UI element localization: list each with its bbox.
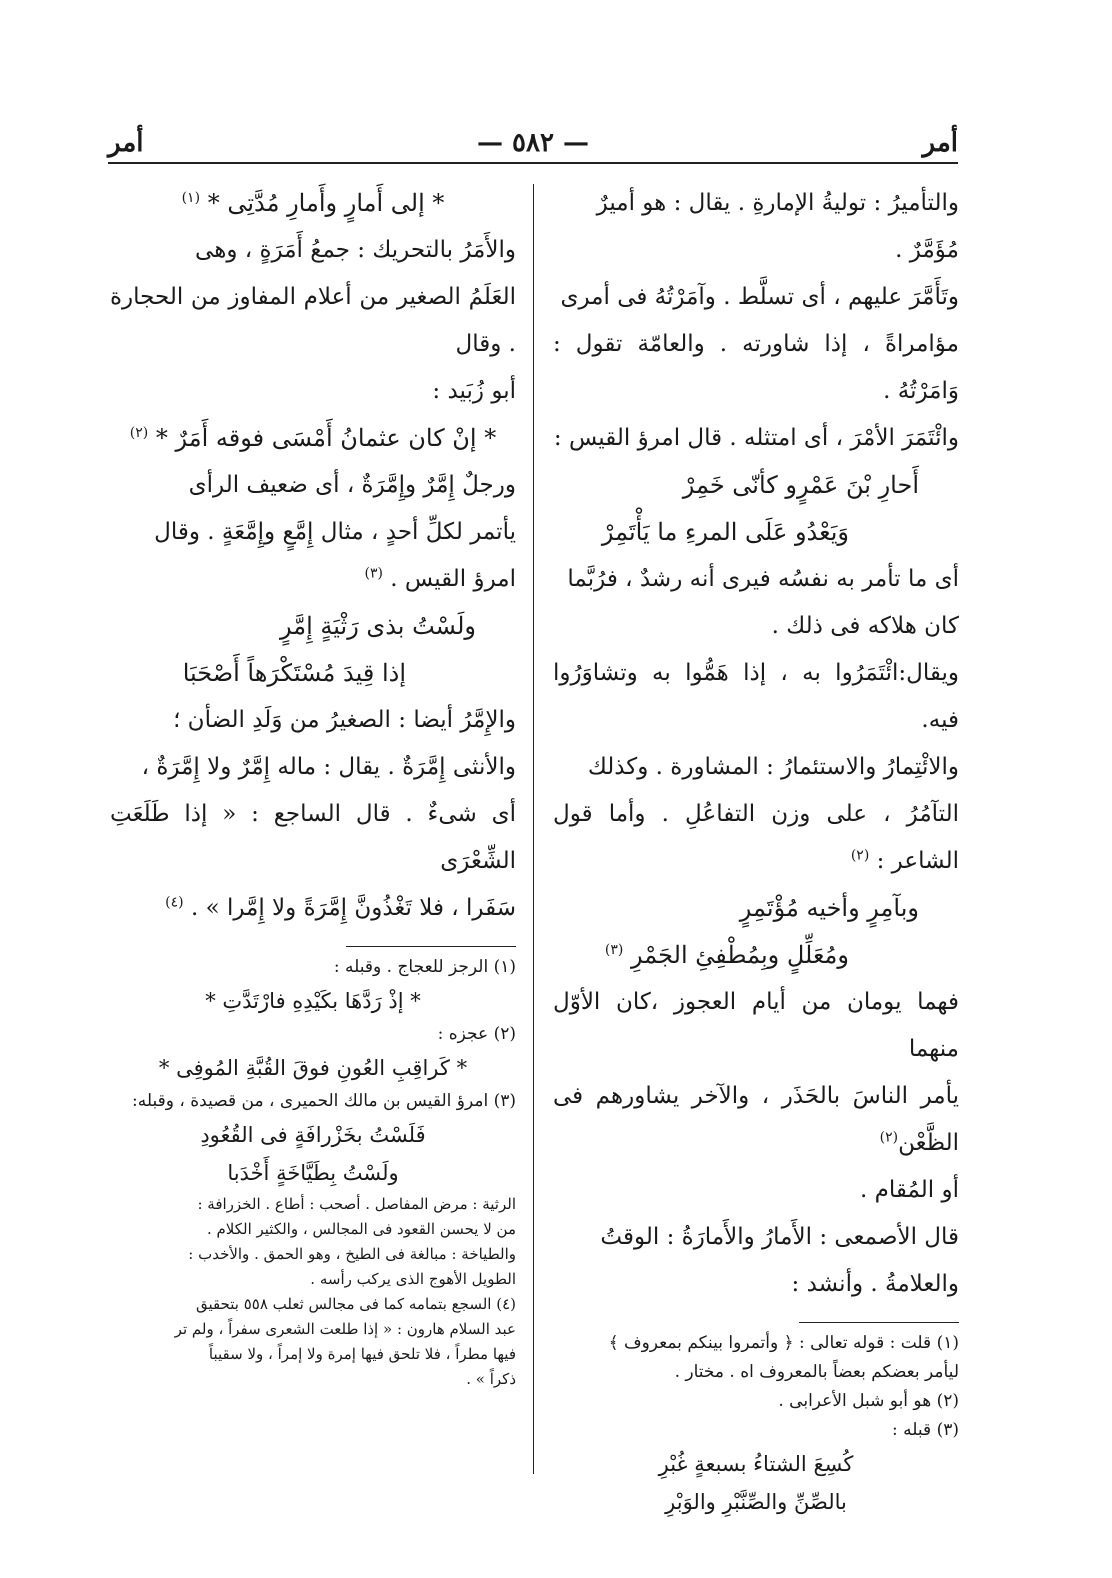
text-line: وتَأَمَّرَ عليهم ، أى تسلَّط . وآمَرْتُهُ فى أمرى (560, 284, 959, 310)
text-line: أى شىءٌ . قال الساجع : « إذا طَلَعَتِ الشِّعْرَى (110, 801, 516, 874)
text-line: يأتمر لكلِّ أحدٍ ، مثال إِمَّعٍ وإِمَّعَةٍ . وقال (154, 519, 516, 545)
text-line: أو المُقام . (859, 1177, 959, 1203)
verse-line: وَيَعْدُو عَلَى المرءِ ما يَأْتَمِرْ (601, 518, 849, 546)
page-header (108, 128, 958, 164)
column-divider (533, 184, 534, 1474)
footnote: ذكراً » . (466, 1370, 516, 1388)
header-left-word: أمر (108, 128, 144, 158)
right-column (553, 180, 959, 1521)
footnote-gloss: الطويل الأهوج الذى يركب رأسه . (310, 1270, 516, 1288)
verse-line: وبآمِرٍ وأخيه مُؤْتَمِرٍ (739, 894, 919, 922)
footnote-marker: (٢) (879, 1129, 899, 1146)
verse-line (110, 180, 516, 227)
text-line: قال الأصمعى : الأَمارُ والأَمارَةُ : الوقتُ (600, 1224, 959, 1250)
header-right-word: أمر (922, 128, 958, 158)
verse-line (110, 415, 516, 462)
verse-text: * إنْ كان عثمانُ أَمْسَى فوقه أَمَرٌ * (155, 424, 497, 452)
footnote-marker: (١) (181, 190, 201, 206)
footnote: عبد السلام هارون : « إذا طلعت الشعرى سفراً ، ولم تر (174, 1320, 516, 1338)
text-line: والأنثى إِمَّرَةٌ . يقال : ماله إِمَّرٌ ولا إِمَّرَةٌ ، (141, 754, 516, 780)
text-line: كان هلاكه فى ذلك . (771, 613, 959, 639)
text-fragment: التآمُرُ ، على وزن التفاعُلِ . وأما قول الشاعر : (553, 801, 959, 874)
text-line (110, 556, 516, 603)
footnote-verse: كُسِعَ الشتاءُ بسبعةٍ غُبْرِ (658, 1452, 854, 1476)
text-line (553, 791, 959, 885)
text-line: العَلَمُ الصغير من أعلام المفاوز من الحجارة . وقال (110, 284, 516, 357)
footnote: فيها مطراً ، فلا تلحق فيها إمرة ولا إمراً ، ولا سقيباً (208, 1345, 516, 1363)
footnote-rule (346, 946, 516, 947)
footnote-verse: * كَراقِبِ العُونِ فوقَ القُبَّةِ المُوفِى * (158, 1056, 468, 1080)
footnote: (٤) السجع بتمامه كما فى مجالس ثعلب ٥٥٨ بتحقيق (195, 1295, 516, 1313)
text-line: ورجلٌ إِمَّرٌ وإِمَّرَةٌ ، أى ضعيف الرأى (188, 472, 516, 498)
footnote-verse: * إذْ رَدَّهَا بكَيْدِهِ فارْتَدَّتِ * (205, 989, 421, 1013)
footnote: (٢) عجزه : (437, 1024, 516, 1044)
footnote: (٣) قبله : (892, 1420, 959, 1440)
footnote-rule (799, 1322, 959, 1323)
text-line: والتأميرُ : توليةُ الإمارةِ . يقال : هو أميرٌ (596, 190, 959, 216)
left-column (110, 180, 516, 1392)
text-line: مؤامراةً ، إذا شاورته . والعامّة تقول : وَامَرْتُهُ . (553, 331, 959, 404)
verse-line: أَحارِ بْنَ عَمْرٍو كأنّى خَمِرْ (682, 471, 919, 499)
text-fragment: سَفَرا ، فلا تَغْذُونَّ إِمَّرَةً ولا إِمَّرا » . (190, 895, 516, 921)
footnote: (٢) هو أبو شبل الأعرابى . (778, 1391, 959, 1411)
verse-text: * إلى أَمارٍ وأَمارِ مُدَّتِى * (207, 189, 445, 217)
footnote-marker: (٤) (165, 894, 184, 911)
text-line: أبو زُبَيد : (432, 378, 516, 404)
footnote-verse: فَلَسْتُ بخَزْرافَةٍ فى القُعُودِ (200, 1123, 426, 1147)
text-line: يأمر الناسَ بالحَذَر ، والآخر يشاورهم فى الظَّعْن$^{(٢)}$ (553, 1083, 959, 1156)
page-number: — ٥٨٢ — (476, 128, 590, 158)
footnote-verse: بالصِّنِّ والصِّنَّبْرِ والوَبْرِ (665, 1490, 847, 1514)
verse-line: ولَسْتُ بذى رَثْيَةٍ إِمَّرٍ (280, 612, 476, 640)
footnote: (٣) امرؤ القيس بن مالك الحميرى ، من قصيدة ، وقبله: (132, 1091, 516, 1111)
text-line: فهما يومان من أيام العجوز ،كان الأوّل منهما (553, 989, 959, 1062)
text-line: أى ما تأمر به نفسُه فيرى أنه رشدٌ ، فرُبَّما (567, 566, 959, 592)
text-line (110, 885, 516, 932)
text-line: ويقال:ائْتَمَرُوا به ، إذا هَمُّوا به وتشاوَرُوا فيه. (553, 660, 959, 733)
verse-line (553, 932, 959, 979)
header-rule (108, 162, 958, 164)
text-line: والائْتِمارُ والاستئمارُ : المشاورة . وكذلك (587, 754, 959, 780)
footnote-marker: (٣) (604, 942, 624, 958)
text-line: والعلامةُ . وأنشد : (791, 1271, 959, 1297)
footnote-gloss: والطياخة : مبالغة فى الطيخ ، وهو الحمق . والأخدب : (188, 1245, 516, 1263)
text-line: والأَمَرُ بالتحريك : جمعُ أَمَرَةٍ ، وهى (195, 237, 516, 263)
verse-text: ومُعَلِّلٍ وبِمُطْفِئِ الجَمْرِ (631, 941, 849, 969)
verse-line: إذا قِيدَ مُسْتَكْرَهاً أَصْحَبَا (182, 659, 406, 687)
footnote-verse: ولَسْتُ بِطَيَّاخَةٍ أَخْدَبا (227, 1161, 399, 1185)
footnote-gloss: الرثية : مرض المفاصل . أصحب : أطاع . الخزرافة : (197, 1195, 516, 1213)
footnote: ليأمر بعضكم بعضاً بالمعروف اه . مختار . (674, 1362, 959, 1382)
footnote-marker: (٢) (129, 425, 149, 441)
footnote-gloss: من لا يحسن القعود فى المجالس ، والكثير الكلام . (206, 1220, 516, 1238)
text-line: مُؤَمَّرٌ . (895, 237, 959, 263)
text-line: والإِمَّرُ أيضا : الصغيرُ من وَلَدِ الضأن ؛ (173, 707, 516, 733)
footnote-marker: (٢) (850, 847, 870, 864)
text-line: وائْتَمَرَ الأمْرَ ، أى امتثله . قال امرؤ القيس : (553, 425, 959, 451)
footnote: (١) قلت : قوله تعالى : ﴿ وأتمروا بينكم بمعروف ﴾ (608, 1333, 959, 1353)
footnote: (١) الرجز للعجاج . وقبله : (333, 957, 516, 977)
text-fragment: امرؤ القيس . (390, 566, 516, 592)
footnote-marker: (٣) (364, 565, 383, 582)
